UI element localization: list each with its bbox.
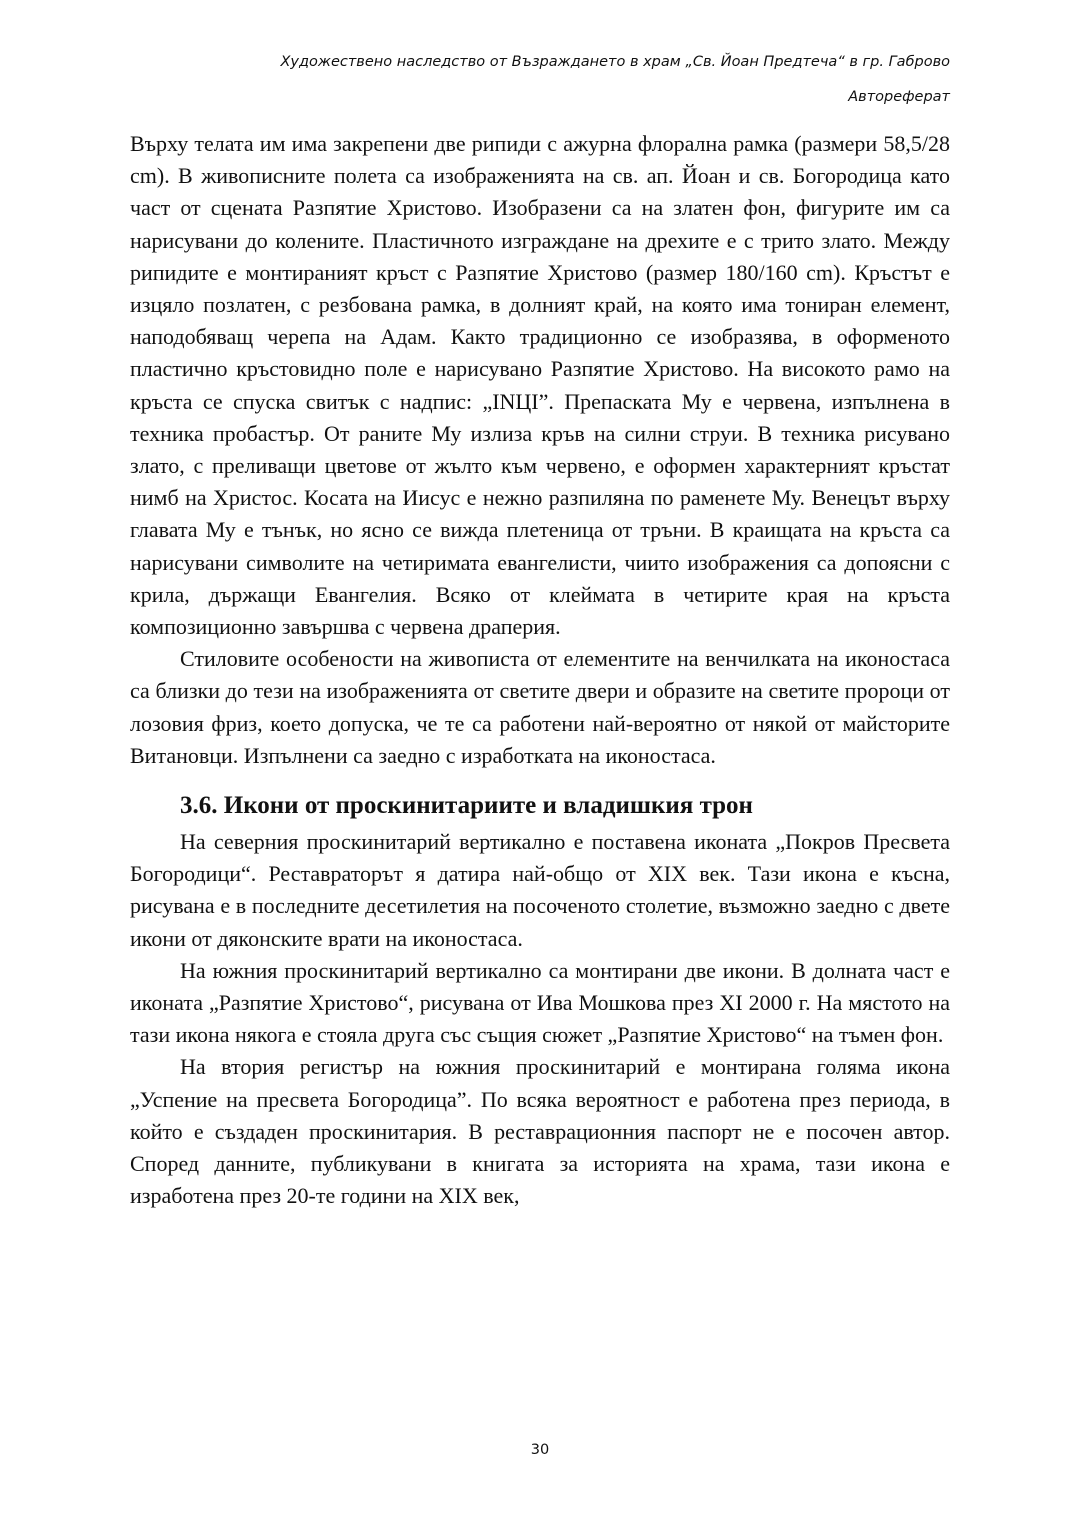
paragraph-cross-description: Върху телата им има закрепени две рипиди с ажурна флорална рамка (размери 58,5/28 cm). В живописните полета са изображенията на св. ап. Йоан и св. Богородица като част от сцената Разпятие Христово. Изобразени са на златен фон, фигурите им са нарисувани до колените. Пластичното изграждане на дрехите е с трито злато. Между рипидите е монтираният кръст с Разпятие Христово (размер 180/160 cm). Кръстът е изцяло позлатен, с резбована рамка, в долният край, на която има тониран елемент, наподобяващ черепа на Адам. Както традиционно се изобразява, в оформеното пластично кръстовидно поле е нарисувано Разпятие Христово. На високото рамо на кръста се спуска свитък с надпис: „INЦI”. Препаската Му е червена, изпълнена в техника пробастър. От раните Му излиза кръв на силни струи. В техника рисувано злато, с преливащи цветове от жълто към червено, е оформен характерният кръстат нимб на Христос. Косата на Иисус е нежно разпиляна по раменете Му. Венецът върху главата Му е тънък, но ясно се вижда плетеница от тръни. В краищата на кръста са нарисувани символите на четиримата евангелисти, чиито изображения са допоясни с крила, държащи Евангелия. Всяко от клеймата в четирите края на кръста композиционно завършва с червена драперия. <box>130 131 950 640</box>
page-number: 30 <box>530 1442 550 1458</box>
paragraph-dormition-icon: На втория регистър на южния проскинитарий е монтирана голяма икона „Успение на пресвета Богородица”. По всяка вероятност е работена през периода, в който е създаден проскинитария. В реставрационния паспорт не е посочен автор. Според данните, публикувани в книгата за историята на храма, тази икона е изработена през 20-те години на XIX век, <box>130 1054 950 1209</box>
running-header-title: Художествено наследство от Възраждането в храм „Св. Йоан Предтеча“ в гр. Габрово <box>280 54 950 70</box>
section-heading: 3.6. Икони от проскинитариите и владишкия трон <box>180 792 753 820</box>
running-header-subtitle: Автореферат <box>848 89 950 105</box>
page-body <box>130 128 950 1213</box>
paragraph-south-proskynetarion: На южния проскинитарий вертикално са монтирани две икони. В долната част е иконата „Разпятие Христово“, рисувана от Ива Мошкова през XI 2000 г. На мястото на тази икона някога е стояла друга със същия сюжет „Разпятие Христово“ на тъмен фон. <box>130 957 950 1048</box>
paragraph-north-proskynetarion: На северния проскинитарий вертикално е поставена иконата „Покров Пресвета Богородици“. Реставраторът я датира най-общо от XIX век. Тази икона е късна, рисувана е в последните десетилетия на посоченото столетие, възможно заедно с двете икони от дяконските врати на иконостаса. <box>130 829 950 951</box>
paragraph-style-attribution: Стиловите особености на живописта от елементите на венчилката на иконостаса са близки до тези на изображенията от светите двери и образите на светите пророци от лозовия фриз, което допуска, че те са работени най-вероятно от някой от майсторите Витановци. Изпълнени са заедно с изработката на иконостаса. <box>130 646 950 768</box>
